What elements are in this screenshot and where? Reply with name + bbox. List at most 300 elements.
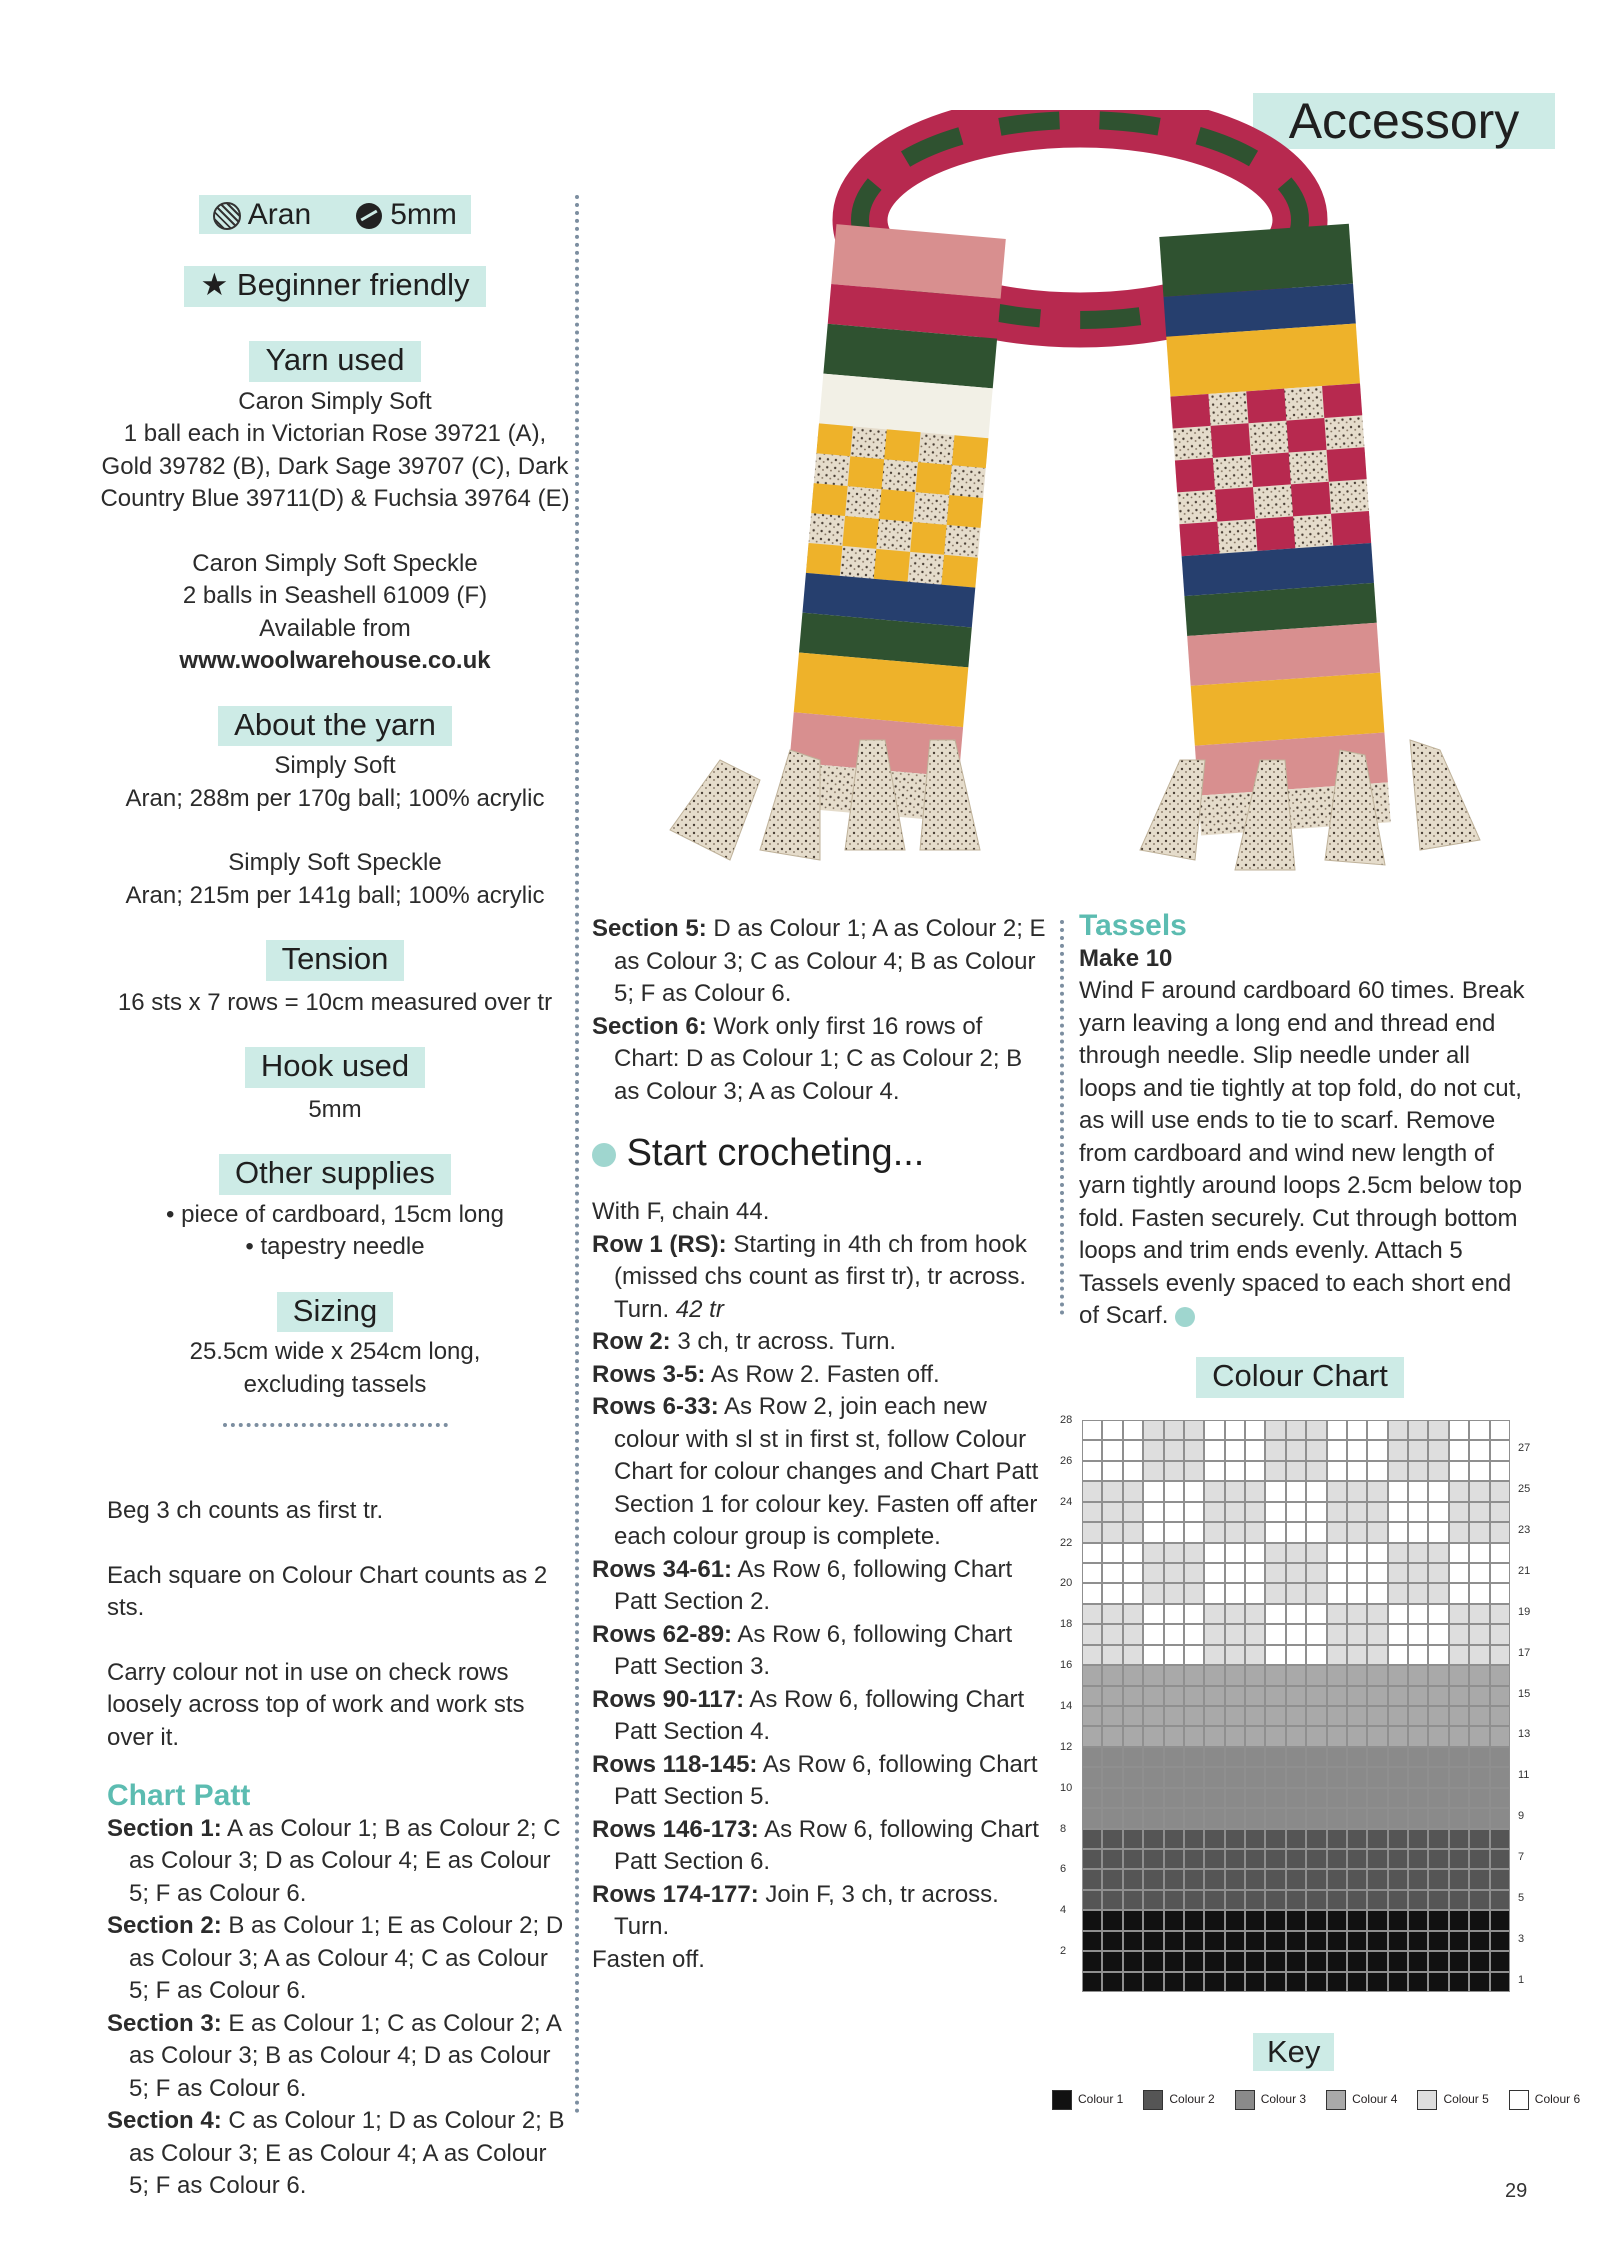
chart-cell [1388, 1440, 1408, 1460]
chart-cell [1428, 1481, 1448, 1501]
chart-cell [1123, 1951, 1143, 1971]
chart-cell [1286, 1869, 1306, 1889]
yarn-ball-end-icon [1175, 1307, 1195, 1327]
chart-cell [1408, 1849, 1428, 1869]
chart-cell [1408, 1645, 1428, 1665]
chart-cell [1164, 1972, 1184, 1992]
chart-cell [1388, 1869, 1408, 1889]
chart-cell [1286, 1849, 1306, 1869]
chart-cell [1082, 1686, 1102, 1706]
chart-cell [1164, 1420, 1184, 1440]
chart-cell [1286, 1767, 1306, 1787]
chart-cell [1204, 1788, 1224, 1808]
chart-cell [1408, 1747, 1428, 1767]
chart-cell [1306, 1420, 1326, 1440]
supplier-link[interactable]: www.woolwarehouse.co.uk [179, 647, 491, 675]
chart-cell [1184, 1726, 1204, 1746]
chart-cell [1347, 1461, 1367, 1481]
chart-cell [1469, 1808, 1489, 1828]
chart-cell [1388, 1583, 1408, 1603]
chart-cell [1245, 1686, 1265, 1706]
chart-cell [1347, 1767, 1367, 1787]
chart-cell [1225, 1829, 1245, 1849]
chart-cell [1347, 1706, 1367, 1726]
chart-cell [1102, 1808, 1122, 1828]
chart-cell [1490, 1808, 1510, 1828]
chart-cell [1367, 1502, 1387, 1522]
chart-cell [1143, 1543, 1163, 1563]
yarn-used-heading: Yarn used [249, 341, 420, 382]
chart-cell [1286, 1543, 1306, 1563]
chart-cell [1164, 1440, 1184, 1460]
chart-cell [1388, 1747, 1408, 1767]
chart-cell [1286, 1829, 1306, 1849]
chart-cell [1123, 1440, 1143, 1460]
chart-cell [1204, 1808, 1224, 1828]
chart-cell [1490, 1972, 1510, 1992]
chart-row-number: 1 [1518, 1973, 1525, 1986]
chart-cell [1367, 1563, 1387, 1583]
chart-cell [1204, 1829, 1224, 1849]
chart-cell [1347, 1890, 1367, 1910]
chart-cell [1327, 1931, 1347, 1951]
yarn-line: 1 ball each in Victorian Rose 39721 (A), [123, 420, 547, 448]
chart-cell [1469, 1788, 1489, 1808]
supply-item: • piece of cardboard, 15cm long [166, 1200, 504, 1228]
chart-cell [1306, 1829, 1326, 1849]
chart-cell [1082, 1665, 1102, 1685]
chart-cell [1449, 1686, 1469, 1706]
chart-cell [1408, 1890, 1428, 1910]
chart-cell [1408, 1604, 1428, 1624]
chart-cell [1388, 1522, 1408, 1542]
chart-cell [1408, 1931, 1428, 1951]
chart-patt-sections-continued [592, 913, 1052, 1108]
chart-grid [1082, 1420, 1510, 1992]
chart-cell [1164, 1604, 1184, 1624]
chart-cell [1347, 1563, 1367, 1583]
chart-cell [1408, 1686, 1428, 1706]
key-label: Colour 1 [1078, 2092, 1124, 2107]
chart-cell [1388, 1706, 1408, 1726]
sizing-line: 25.5cm wide x 254cm long, [189, 1338, 481, 1366]
chart-cell [1184, 1481, 1204, 1501]
chart-cell [1204, 1645, 1224, 1665]
left-column [95, 195, 575, 1427]
chart-cell [1367, 1706, 1387, 1726]
chart-cell [1204, 1890, 1224, 1910]
chart-row-number: 16 [1060, 1659, 1073, 1672]
chart-cell [1449, 1522, 1469, 1542]
chart-cell [1265, 1747, 1285, 1767]
chart-cell [1428, 1502, 1448, 1522]
chart-cell [1225, 1849, 1245, 1869]
chart-cell [1082, 1931, 1102, 1951]
row-text: Starting in 4th ch from hook (missed chs count as first tr), tr across. Turn. [614, 1230, 1027, 1323]
chart-cell [1469, 1951, 1489, 1971]
chart-cell [1082, 1808, 1102, 1828]
chart-cell [1143, 1604, 1163, 1624]
chart-cell [1449, 1481, 1469, 1501]
chart-cell [1184, 1604, 1204, 1624]
chart-row-number: 21 [1518, 1565, 1531, 1577]
chart-cell [1082, 1849, 1102, 1869]
chart-cell [1306, 1767, 1326, 1787]
chart-cell [1449, 1767, 1469, 1787]
chart-cell [1469, 1972, 1489, 1992]
chart-cell [1102, 1747, 1122, 1767]
chart-cell [1123, 1706, 1143, 1726]
chart-row-number: 12 [1060, 1740, 1073, 1753]
chart-cell [1225, 1788, 1245, 1808]
chart-cell [1306, 1583, 1326, 1603]
tassels-divider [1060, 920, 1064, 1315]
chart-cell [1388, 1726, 1408, 1746]
chart-cell [1327, 1890, 1347, 1910]
chart-cell [1123, 1461, 1143, 1481]
chart-cell [1082, 1788, 1102, 1808]
chart-cell [1286, 1522, 1306, 1542]
sizing-heading: Sizing [277, 1292, 393, 1333]
chart-row-number: 11 [1518, 1769, 1530, 1782]
chart-cell [1428, 1686, 1448, 1706]
chart-cell [1164, 1747, 1184, 1767]
chart-cell [1082, 1972, 1102, 1992]
chart-cell [1388, 1665, 1408, 1685]
chart-cell [1265, 1502, 1285, 1522]
chart-cell [1265, 1440, 1285, 1460]
chart-cell [1388, 1604, 1408, 1624]
chart-cell [1204, 1543, 1224, 1563]
key-swatch [1509, 2090, 1529, 2110]
chart-cell [1449, 1726, 1469, 1746]
chart-cell [1490, 1849, 1510, 1869]
chart-cell [1449, 1461, 1469, 1481]
chart-cell [1449, 1747, 1469, 1767]
chart-cell [1286, 1604, 1306, 1624]
chart-cell [1388, 1420, 1408, 1440]
chart-cell [1388, 1829, 1408, 1849]
chart-cell [1347, 1747, 1367, 1767]
chart-cell [1225, 1726, 1245, 1746]
sizing-line: excluding tassels [243, 1370, 427, 1398]
chart-cell [1184, 1522, 1204, 1542]
chart-cell [1469, 1829, 1489, 1849]
chart-cell [1327, 1645, 1347, 1665]
chart-cell [1388, 1543, 1408, 1563]
chart-cell [1327, 1481, 1347, 1501]
chart-cell [1184, 1440, 1204, 1460]
chart-cell [1286, 1972, 1306, 1992]
key-heading: Key [1253, 2033, 1334, 2071]
chart-cell [1143, 1686, 1163, 1706]
chart-cell [1123, 1890, 1143, 1910]
chart-cell [1184, 1951, 1204, 1971]
chart-cell [1408, 1829, 1428, 1849]
chart-cell [1164, 1481, 1184, 1501]
chart-cell [1449, 1910, 1469, 1930]
chart-cell [1184, 1849, 1204, 1869]
chart-cell [1102, 1481, 1122, 1501]
chart-cell [1082, 1624, 1102, 1644]
chart-cell [1265, 1461, 1285, 1481]
yarn-line: Country Blue 39711(D) & Fuchsia 39764 (E) [100, 485, 570, 513]
pattern-row [592, 1879, 1052, 1944]
pattern-row [592, 1359, 1052, 1392]
column-divider [575, 195, 579, 2115]
chart-cell [1265, 1726, 1285, 1746]
chart-cell [1388, 1481, 1408, 1501]
chart-cell [1082, 1522, 1102, 1542]
chart-cell [1082, 1910, 1102, 1930]
chart-cell [1327, 1972, 1347, 1992]
chart-cell [1245, 1931, 1265, 1951]
chart-cell [1286, 1890, 1306, 1910]
row-label: Rows 3-5: [592, 1360, 706, 1388]
chart-cell [1428, 1829, 1448, 1849]
chart-cell [1449, 1808, 1469, 1828]
chart-cell [1204, 1604, 1224, 1624]
row-label: Rows 90-117: [592, 1685, 745, 1713]
chart-cell [1286, 1686, 1306, 1706]
chart-cell [1449, 1849, 1469, 1869]
chart-cell [1265, 1624, 1285, 1644]
chart-cell [1123, 1624, 1143, 1644]
key-item [1509, 2090, 1580, 2110]
chart-cell [1469, 1706, 1489, 1726]
chart-cell [1347, 1604, 1367, 1624]
chart-row-number: 28 [1060, 1414, 1073, 1426]
chart-cell [1469, 1522, 1489, 1542]
chart-cell [1428, 1440, 1448, 1460]
chart-row-number: 24 [1060, 1495, 1073, 1508]
chart-cell [1102, 1624, 1122, 1644]
section-text: Work only first 16 rows of Chart: D as Colour 1; C as Colour 2; B as Colour 3; A as Colour 4. [614, 1012, 1023, 1105]
pattern-row [592, 1554, 1052, 1619]
key-item [1326, 2090, 1397, 2110]
hook-used-heading: Hook used [245, 1047, 425, 1088]
chart-cell [1123, 1563, 1143, 1583]
section-label: Section 6: [592, 1012, 707, 1040]
key-item [1417, 2090, 1488, 2110]
chart-cell [1164, 1788, 1184, 1808]
chart-cell [1204, 1420, 1224, 1440]
chart-cell [1265, 1869, 1285, 1889]
tassels-heading: Tassels [1079, 909, 1187, 942]
chart-cell [1469, 1686, 1489, 1706]
row-text: 3 ch, tr across. Turn. [670, 1328, 897, 1355]
chart-patt-sections [107, 1813, 567, 2203]
chart-cell [1123, 1522, 1143, 1542]
chart-row-number: 7 [1518, 1851, 1525, 1863]
note: Carry colour not in use on check rows loosely across top of work and work sts over it. [107, 1658, 525, 1751]
chart-cell [1428, 1543, 1448, 1563]
chart-cell [1082, 1645, 1102, 1665]
chart-cell [1184, 1931, 1204, 1951]
chart-cell [1265, 1931, 1285, 1951]
chart-cell [1449, 1645, 1469, 1665]
chart-cell [1327, 1726, 1347, 1746]
chart-cell [1143, 1481, 1163, 1501]
chart-cell [1327, 1420, 1347, 1440]
yarn-line: Caron Simply Soft [238, 387, 432, 415]
chart-cell [1327, 1849, 1347, 1869]
chart-cell [1102, 1665, 1122, 1685]
chart-cell [1327, 1747, 1347, 1767]
scarf-illustration [660, 110, 1500, 900]
section-label: Section 1: [107, 1814, 222, 1842]
chart-cell [1082, 1481, 1102, 1501]
chart-cell [1082, 1543, 1102, 1563]
key-label: Colour 2 [1169, 2092, 1215, 2107]
chart-patt-section [107, 2105, 567, 2203]
chart-cell [1204, 1931, 1224, 1951]
pattern-row [592, 1391, 1052, 1554]
chart-cell [1388, 1788, 1408, 1808]
chart-cell [1143, 1910, 1163, 1930]
chart-cell [1164, 1645, 1184, 1665]
chart-cell [1143, 1951, 1163, 1971]
chart-cell [1184, 1829, 1204, 1849]
chart-cell [1184, 1461, 1204, 1481]
chart-cell [1225, 1645, 1245, 1665]
chart-cell [1367, 1931, 1387, 1951]
chart-cell [1225, 1502, 1245, 1522]
chart-cell [1327, 1624, 1347, 1644]
chart-cell [1408, 1706, 1428, 1726]
chart-cell [1428, 1869, 1448, 1889]
chart-cell [1265, 1420, 1285, 1440]
chart-cell [1327, 1665, 1347, 1685]
chart-cell [1367, 1972, 1387, 1992]
chart-cell [1225, 1808, 1245, 1828]
chart-cell [1428, 1522, 1448, 1542]
chart-cell [1347, 1665, 1367, 1685]
start-heading-row [592, 1130, 1052, 1176]
chart-cell [1082, 1869, 1102, 1889]
chart-cell [1184, 1706, 1204, 1726]
chart-cell [1428, 1420, 1448, 1440]
chart-cell [1164, 1869, 1184, 1889]
chart-cell [1327, 1829, 1347, 1849]
chart-cell [1306, 1563, 1326, 1583]
chart-cell [1469, 1931, 1489, 1951]
chart-cell [1408, 1788, 1428, 1808]
chart-cell [1306, 1502, 1326, 1522]
chart-cell [1123, 1645, 1143, 1665]
chart-cell [1347, 1849, 1367, 1869]
chart-row-number: 27 [1518, 1442, 1531, 1455]
chart-cell [1143, 1502, 1163, 1522]
chart-cell [1428, 1808, 1448, 1828]
chart-cell [1265, 1686, 1285, 1706]
chart-cell [1143, 1808, 1163, 1828]
chart-cell [1490, 1829, 1510, 1849]
chart-cell [1225, 1481, 1245, 1501]
chart-cell [1327, 1461, 1347, 1481]
chart-cell [1388, 1686, 1408, 1706]
chart-row-number: 18 [1060, 1618, 1073, 1631]
chart-cell [1347, 1726, 1367, 1746]
chart-cell [1306, 1522, 1326, 1542]
chart-cell [1469, 1645, 1489, 1665]
chart-cell [1245, 1849, 1265, 1869]
chart-cell [1225, 1440, 1245, 1460]
chart-cell [1490, 1951, 1510, 1971]
chart-cell [1327, 1788, 1347, 1808]
chart-cell [1245, 1563, 1265, 1583]
chart-cell [1428, 1931, 1448, 1951]
chart-cell [1286, 1788, 1306, 1808]
key-swatch [1143, 2090, 1163, 2110]
chart-cell [1347, 1951, 1367, 1971]
chart-cell [1245, 1890, 1265, 1910]
chart-cell [1225, 1563, 1245, 1583]
pattern-row [592, 1814, 1052, 1879]
chart-cell [1245, 1829, 1265, 1849]
chart-cell [1327, 1522, 1347, 1542]
chart-cell [1367, 1583, 1387, 1603]
chart-cell [1306, 1931, 1326, 1951]
chart-cell [1286, 1706, 1306, 1726]
chart-cell [1184, 1665, 1204, 1685]
chart-cell [1204, 1767, 1224, 1787]
chart-cell [1245, 1808, 1265, 1828]
chart-cell [1184, 1972, 1204, 1992]
pattern-row [592, 1749, 1052, 1814]
chart-cell [1367, 1767, 1387, 1787]
chart-cell [1225, 1604, 1245, 1624]
chart-cell [1490, 1461, 1510, 1481]
chart-cell [1143, 1461, 1163, 1481]
section-text: D as Colour 1; A as Colour 2; E as Colour 3; C as Colour 4; B as Colour 5; F as Colour 6. [614, 915, 1046, 1007]
chart-cell [1286, 1910, 1306, 1930]
chart-cell [1449, 1440, 1469, 1460]
chart-cell [1286, 1951, 1306, 1971]
chart-cell [1082, 1502, 1102, 1522]
chart-cell [1490, 1563, 1510, 1583]
chart-cell [1469, 1563, 1489, 1583]
chart-cell [1388, 1563, 1408, 1583]
chart-cell [1408, 1583, 1428, 1603]
chart-cell [1449, 1706, 1469, 1726]
colour-chart-heading-wrap [1080, 1357, 1520, 1398]
chart-cell [1367, 1624, 1387, 1644]
category-label: Accessory [1288, 93, 1520, 149]
chart-cell [1225, 1624, 1245, 1644]
chart-cell [1469, 1890, 1489, 1910]
chart-cell [1204, 1849, 1224, 1869]
chart-cell [1408, 1440, 1428, 1460]
chart-cell [1245, 1624, 1265, 1644]
chart-cell [1449, 1869, 1469, 1889]
chart-cell [1367, 1788, 1387, 1808]
section-text: E as Colour 1; C as Colour 2; A as Colour 3; B as Colour 4; D as Colour 5; F as Colour 6. [129, 2009, 561, 2102]
yarn-used-block [95, 386, 575, 678]
colour-chart-heading: Colour Chart [1196, 1357, 1404, 1398]
row-label: Rows 62-89: [592, 1620, 733, 1648]
chart-cell [1204, 1502, 1224, 1522]
chart-cell [1265, 1849, 1285, 1869]
key-item [1235, 2090, 1306, 2110]
chart-cell [1225, 1747, 1245, 1767]
chart-cell [1143, 1869, 1163, 1889]
chart-cell [1388, 1461, 1408, 1481]
chart-cell [1164, 1461, 1184, 1481]
middle-column [592, 913, 1052, 1976]
chart-cell [1428, 1849, 1448, 1869]
chart-cell [1225, 1420, 1245, 1440]
